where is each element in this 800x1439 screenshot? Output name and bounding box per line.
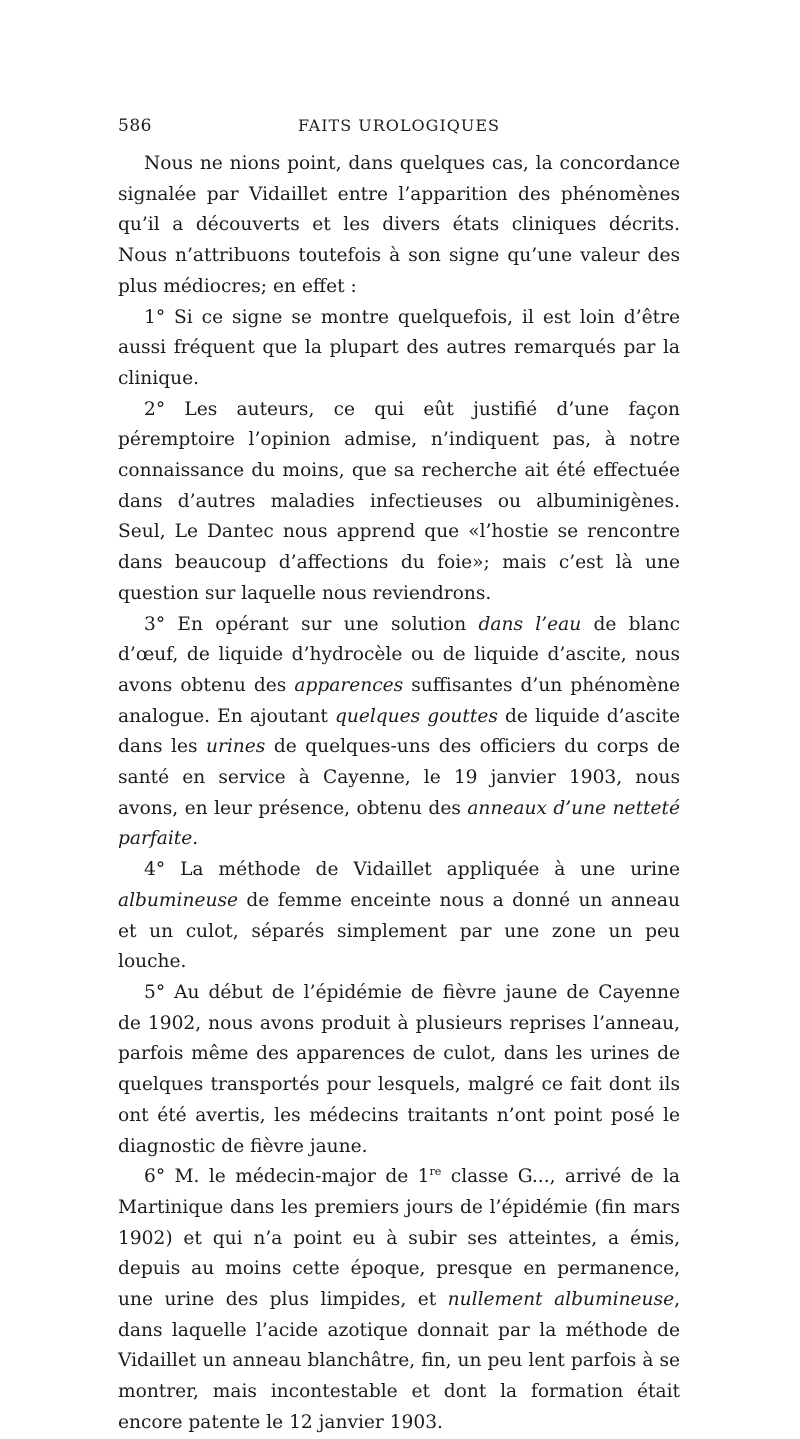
italic-text: urines [205,736,266,758]
text-run: 3° En opérant sur une solution [144,613,479,635]
page-number: 586 [118,116,152,136]
italic-text: apparences [294,674,404,696]
paragraph [118,610,680,856]
body-text [118,149,680,1439]
text-run: 5° Au début de l’épidémie de fièvre jaune de Cayenne de 1902, nous avons produit à plusieurs reprises l’anneau, parfois même des apparences de culot, dans les urines de quelques transportés pour lesquels, malgré ce fait dont ils ont été avertis, les médecins traitants n’ont point posé le diagnostic de fièvre jaune. [118,981,680,1157]
text-run: 1° Si ce signe se montre quelquefois, il est loin d’être aussi fréquent que la plupart des autres remarqués par la clinique. [118,306,680,389]
italic-text: quelques gouttes [334,705,498,727]
italic-text: albumineuse [118,889,238,911]
running-header [118,116,680,138]
text-run: suffisantes d’un phénomène analogue. En ajoutant [118,674,680,727]
paragraph [118,855,680,978]
paragraph [118,303,680,395]
paragraph [118,1162,680,1438]
paragraph [118,149,680,303]
text-run: Nous ne nions point, dans quelques cas, la concordance signalée par Vidaillet entre l’apparition des phénomènes qu’il a découverts et les divers états cliniques décrits. Nous n’attribuons toutefois à son signe qu’une valeur des plus médiocres; en effet : [118,153,680,297]
italic-text: dans l’eau [478,613,582,635]
superscript-text: re [429,1165,442,1179]
text-run: classe G..., arrivé de la Martinique dans les premiers jours de l’épidémie (fin mars 1902) et qui n’a point eu à subir ses atteintes, a émis, depuis au moins cette époque, presque en permanence, une urine des plus limpides, et [118,1166,680,1311]
text-run: 6° M. le médecin-major de 1 [144,1166,430,1188]
text-run: de liquide d’ascite dans les [118,705,680,758]
italic-text: nullement albumineuse [447,1289,675,1311]
text-run: , dans laquelle l’acide azotique donnait par la méthode de Vidaillet un anneau blanchâtre, fin, un peu lent parfois à se montrer, mais incontestable et dont la formation était encore patente le 12 janvier 1903. [118,1289,680,1433]
paragraph [118,978,680,1162]
running-title: FAITS UROLOGIQUES [297,116,501,135]
text-run: 2° Les auteurs, ce qui eût justifié d’une façon péremptoire l’opinion admise, n’indiquent pas, à notre connaissance du moins, que sa recherche ait été effectuée dans d’autres maladies infectieuses ou albuminigènes. Seul, Le Dantec nous apprend que «l’hostie se rencontre dans beaucoup d’affections du foie»; mais c’est là une question sur laquelle nous reviendrons. [118,398,680,604]
text-run: de blanc d’œuf, de liquide d’hydrocèle ou de liquide d’ascite, nous avons obtenu des [118,613,680,696]
italic-text: anneaux d’une netteté parfaite. [118,797,680,850]
text-run: 4° La méthode de Vidaillet appliquée à une urine [144,859,680,881]
paragraph [118,395,680,610]
text-run: de quelques-uns des officiers du corps de santé en service à Cayenne, le 19 janvier 1903, nous avons, en leur présence, obtenu des [118,736,680,819]
text-run: de femme enceinte nous a donné un anneau et un culot, séparés simplement par une zone un peu louche. [118,889,680,973]
